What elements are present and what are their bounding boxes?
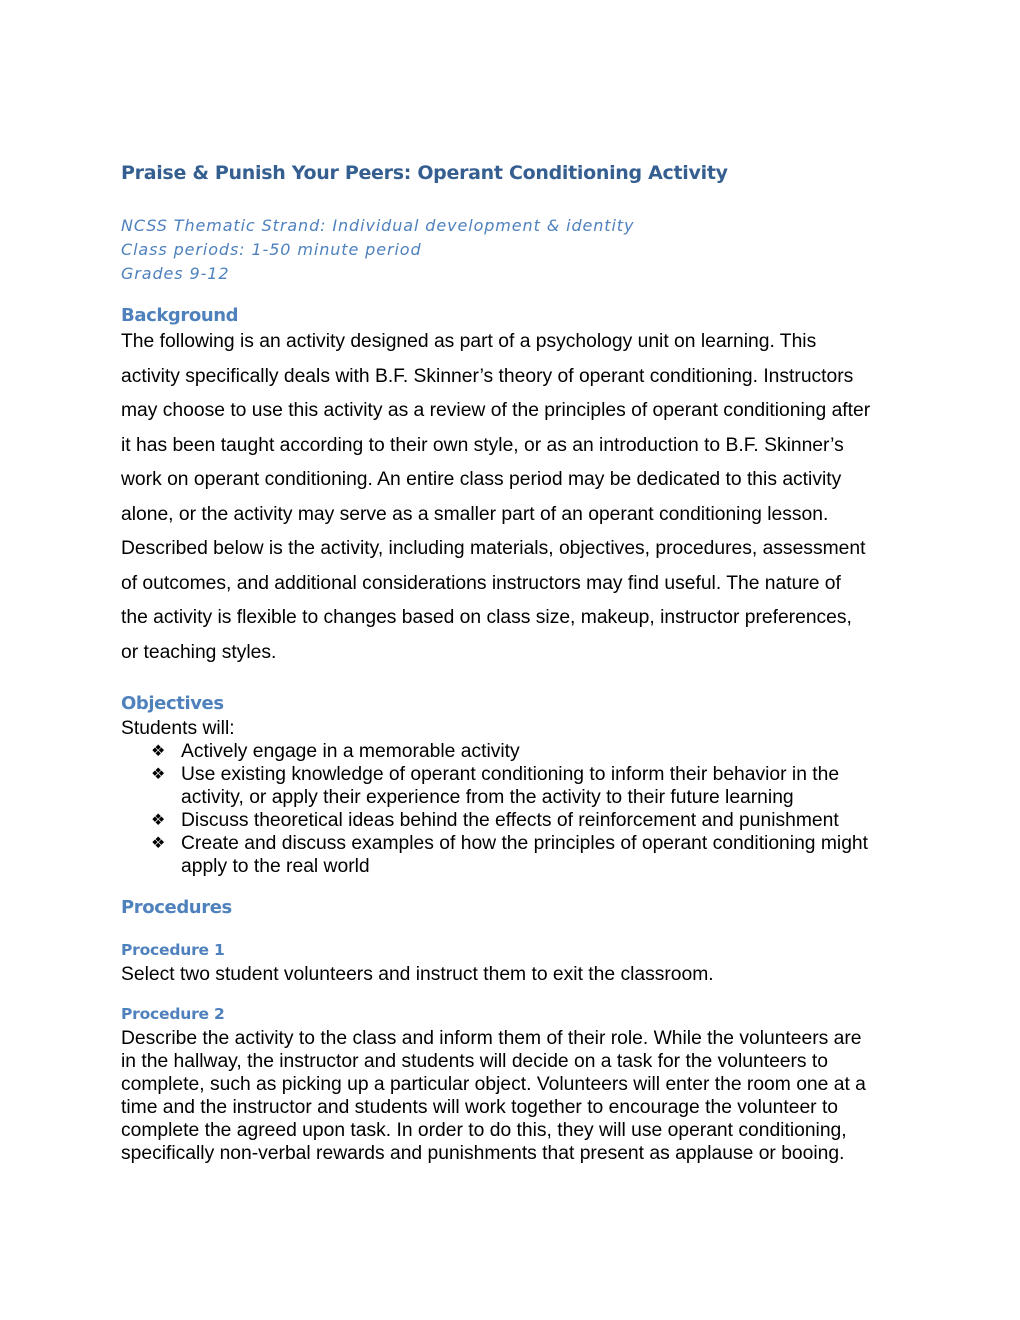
list-item bbox=[121, 763, 868, 809]
class-periods: Class periods: 1-50 minute period bbox=[121, 240, 422, 259]
diamond-bullet-icon: ❖ bbox=[151, 743, 166, 760]
text-line: of outcomes, and additional considerations instructors may find useful. The nature of bbox=[121, 572, 841, 594]
text-line: or teaching styles. bbox=[121, 641, 277, 663]
text-line: Use existing knowledge of operant conditioning to inform their behavior in the bbox=[181, 764, 840, 785]
text-line: Actively engage in a memorable activity bbox=[181, 741, 520, 762]
text-line: Select two student volunteers and instruct them to exit the classroom. bbox=[121, 964, 714, 985]
text-line: Described below is the activity, including materials, objectives, procedures, assessment bbox=[121, 538, 866, 559]
text-line: it has been taught according to their own style, or as an introduction to B.F. Skinner’s bbox=[121, 434, 844, 456]
objectives-intro bbox=[121, 717, 235, 740]
text-line: work on operant conditioning. An entire class period may be dedicated to this activity bbox=[121, 469, 842, 490]
text-line: may choose to use this activity as a review of the principles of operant conditioning after bbox=[121, 400, 871, 421]
text-line: apply to the real world bbox=[181, 856, 370, 877]
diamond-bullet-icon: ❖ bbox=[151, 835, 166, 852]
procedures-heading: Procedures bbox=[121, 897, 232, 918]
text-line: Describe the activity to the class and inform them of their role. While the volunteers are bbox=[121, 1028, 862, 1049]
objectives-list bbox=[121, 740, 868, 878]
procedure-1-text bbox=[121, 963, 714, 986]
list-item bbox=[121, 740, 868, 763]
list-item bbox=[121, 832, 868, 878]
text-line: activity specifically deals with B.F. Skinner’s theory of operant conditioning. Instructors bbox=[121, 365, 854, 387]
document-title: Praise & Punish Your Peers: Operant Conditioning Activity bbox=[121, 162, 728, 184]
intro-text: Students will: bbox=[121, 718, 235, 739]
procedure-2-text bbox=[121, 1027, 866, 1165]
procedure-2-heading: Procedure 2 bbox=[121, 1005, 225, 1023]
grades: Grades 9-12 bbox=[121, 264, 230, 283]
text-line: Create and discuss examples of how the principles of operant conditioning might bbox=[181, 833, 869, 854]
background-paragraph bbox=[121, 325, 870, 670]
text-line: specifically non-verbal rewards and punishments that present as applause or booing. bbox=[121, 1143, 845, 1164]
diamond-bullet-icon: ❖ bbox=[151, 812, 166, 829]
background-heading: Background bbox=[121, 305, 239, 326]
text-line: The following is an activity designed as part of a psychology unit on learning. This bbox=[121, 331, 817, 352]
text-line: complete the agreed upon task. In order to do this, they will use operant conditioning, bbox=[121, 1120, 847, 1141]
text-line: time and the instructor and students will work together to encourage the volunteer to bbox=[121, 1097, 839, 1118]
text-line: activity, or apply their experience from the activity to their future learning bbox=[181, 787, 794, 808]
text-line: alone, or the activity may serve as a smaller part of an operant conditioning lesson. bbox=[121, 503, 829, 525]
procedure-1-heading: Procedure 1 bbox=[121, 941, 225, 959]
lesson-meta bbox=[121, 214, 634, 286]
text-line: the activity is flexible to changes based on class size, makeup, instructor preferences, bbox=[121, 607, 852, 628]
thematic-strand: NCSS Thematic Strand: Individual development & identity bbox=[121, 216, 635, 235]
text-line: in the hallway, the instructor and students will decide on a task for the volunteers to bbox=[121, 1051, 829, 1072]
text-line: complete, such as picking up a particular object. Volunteers will enter the room one at a bbox=[121, 1074, 866, 1095]
objectives-heading: Objectives bbox=[121, 693, 224, 714]
diamond-bullet-icon: ❖ bbox=[151, 766, 166, 783]
list-item bbox=[121, 809, 868, 832]
text-line: Discuss theoretical ideas behind the effects of reinforcement and punishment bbox=[181, 810, 839, 831]
